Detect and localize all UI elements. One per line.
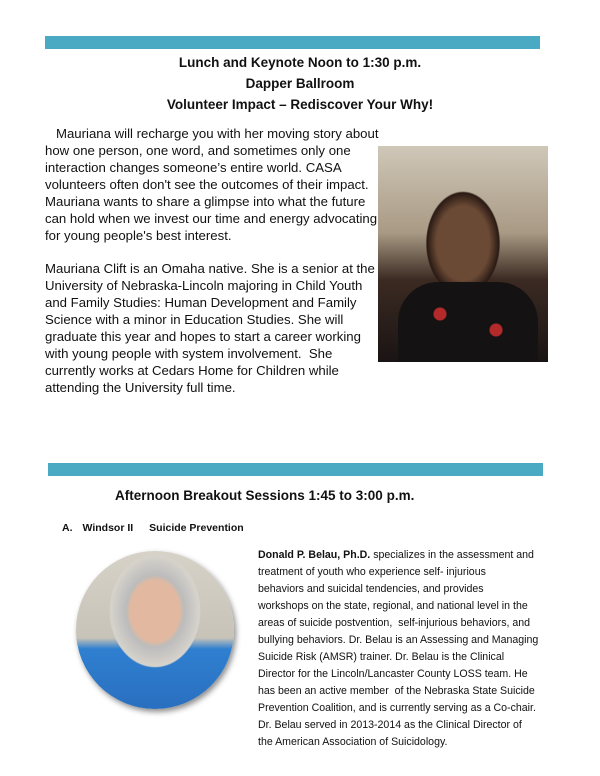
- presenter-photo: [76, 551, 234, 709]
- text-line: Dr. Belau served in 2013-2014 as the Clinical Director of: [258, 719, 522, 731]
- text-line: how one person, one word, and sometimes only one: [45, 143, 351, 158]
- text-line: volunteers often don't see the outcomes of their impact.: [45, 177, 369, 192]
- bio-first-line: [258, 547, 538, 564]
- text-line: Suicide Risk (AMSR) trainer. Dr. Belau is the Clinical: [258, 651, 505, 663]
- text-line: Mauriana wants to share a glimpse into what the future: [45, 194, 366, 209]
- breakout-title: Afternoon Breakout Sessions 1:45 to 3:00 p.m.: [115, 488, 415, 503]
- session-topic: Suicide Prevention: [149, 522, 244, 534]
- text-line: attending the University full time.: [45, 380, 236, 395]
- text-line: Prevention Coalition, and is currently serving as a Co-chair.: [258, 702, 536, 714]
- section-divider-bar: [45, 36, 540, 49]
- text-line: areas of suicide postvention, self-injurious behaviors, and: [258, 617, 531, 629]
- text-line: currently works at Cedars Home for Children while: [45, 363, 339, 378]
- keynote-description: [45, 125, 379, 244]
- bio-text: specializes in the assessment and: [370, 549, 534, 561]
- text-line: graduate this year and hopes to start a career working: [45, 329, 361, 344]
- text-line: bullying behaviors. Dr. Belau is an Assessing and Managing: [258, 634, 539, 646]
- session-heading: [62, 522, 244, 534]
- text-line: behaviors and suicidal tendencies, and provides: [258, 583, 484, 595]
- session-letter: A.: [62, 522, 73, 534]
- presenter-bio: [258, 547, 538, 751]
- text-line: and Family Studies: Human Development and Family: [45, 295, 357, 310]
- keynote-location: Dapper Ballroom: [245, 76, 355, 91]
- text-line: Director for the Lincoln/Lancaster County LOSS team. He: [258, 668, 528, 680]
- presenter-name: Donald P. Belau, Ph.D.: [258, 549, 371, 561]
- keynote-title: Lunch and Keynote Noon to 1:30 p.m.: [178, 55, 422, 70]
- text-line: Science with a minor in Education Studies. She will: [45, 312, 344, 327]
- text-line: Mauriana will recharge you with her moving story about: [45, 126, 379, 141]
- text-line: workshops on the state, regional, and national level in the: [258, 600, 528, 612]
- text-line: the American Association of Suicidology.: [258, 736, 448, 748]
- text-line: can hold when we invest our time and energy advocating: [45, 211, 378, 226]
- text-line: University of Nebraska-Lincoln majoring in Child Youth: [45, 278, 363, 293]
- text-line: treatment of youth who experience self- injurious: [258, 566, 486, 578]
- keynote-subtitle: Volunteer Impact – Rediscover Your Why!: [166, 97, 434, 112]
- section-divider-bar: [48, 463, 543, 476]
- session-room: Windsor II: [82, 522, 134, 534]
- text-line: interaction changes someone’s entire world. CASA: [45, 160, 342, 175]
- speaker-bio: [45, 260, 375, 396]
- text-line: has been an active member of the Nebraska State Suicide: [258, 685, 535, 697]
- text-line: Mauriana Clift is an Omaha native. She is a senior at the: [45, 261, 375, 276]
- text-line: with young people with system involvement. She: [45, 346, 333, 361]
- speaker-photo: [378, 146, 548, 362]
- text-line: for young people's best interest.: [45, 228, 232, 243]
